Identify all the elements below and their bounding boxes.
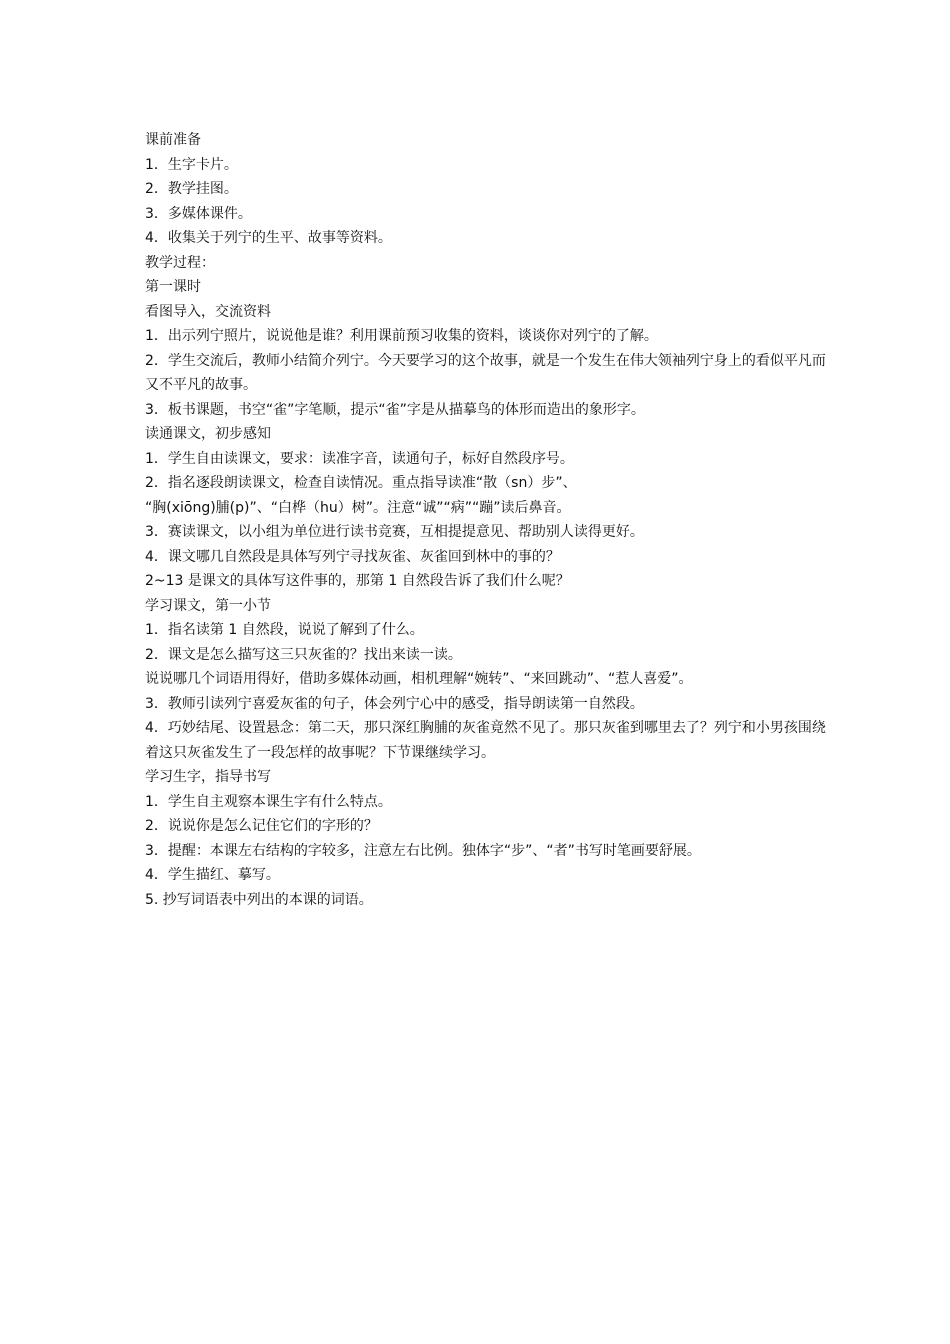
subheading-writing: 学习生字，指导书写 <box>145 769 271 785</box>
writing-item-2: 2．说说你是怎么记住它们的字形的？ <box>145 818 378 834</box>
subheading-reading: 读通课文，初步感知 <box>145 426 271 442</box>
reading-item-3: 3．赛读课文，以小组为单位进行读书竞赛，互相提提意见、帮助别人读得更好。 <box>145 524 644 540</box>
intro-item-3: 3．板书课题，书空“雀”字笔顺，提示“雀”字是从描摹鸟的体形而造出的象形字。 <box>145 401 645 418</box>
reading-item-2: 2．指名逐段朗读课文，检查自读情况。重点指导读准“散（sn）步”、 <box>145 475 577 491</box>
writing-item-3: 3．提醒：本课左右结构的字较多，注意左右比例。独体字“步”、“者”书写时笔画要舒展。 <box>145 842 701 859</box>
writing-item-5: 5. 抄写词语表中列出的本课的词语。 <box>145 891 373 908</box>
prep-item-4: 4．收集关于列宁的生平、故事等资料。 <box>145 230 392 246</box>
prep-item-3: 3．多媒体课件。 <box>145 205 252 222</box>
lesson-heading-first: 第一课时 <box>145 279 201 295</box>
document-body <box>145 128 835 912</box>
study-item-4: 4．巧妙结尾、设置悬念：第二天，那只深红胸脯的灰雀竟然不见了。那只灰雀到哪里去了？列宁和小男孩围绕着这只灰雀发生了一段怎样的故事呢？下节课继续学习。 <box>145 720 826 761</box>
prep-item-1: 1．生字卡片。 <box>145 156 238 173</box>
study-item-2-cont: 说说哪几个词语用得好，借助多媒体动画，相机理解“婉转”、“来回跳动”、“惹人喜爱”。 <box>145 671 693 687</box>
reading-item-4-cont: 2~13 是课文的具体写这件事的，那第 1 自然段告诉了我们什么呢？ <box>145 573 570 589</box>
writing-item-4: 4．学生描红、摹写。 <box>145 867 280 883</box>
reading-item-4: 4．课文哪几自然段是具体写列宁寻找灰雀、灰雀回到林中的事的？ <box>145 548 560 565</box>
reading-item-2-cont: “胸(xiōng)脯(p)”、“白桦（hu）树”。注意“诚”“病”“蹦”读后鼻音。 <box>145 499 571 516</box>
study-item-2: 2．课文是怎么描写这三只灰雀的？找出来读一读。 <box>145 646 462 663</box>
subheading-study: 学习课文，第一小节 <box>145 597 271 614</box>
section-heading-preparation: 课前准备 <box>145 132 201 148</box>
study-item-3: 3．教师引读列宁喜爱灰雀的句子，体会列宁心中的感受，指导朗读第一自然段。 <box>145 695 644 712</box>
section-heading-process: 教学过程： <box>145 254 215 271</box>
intro-item-1: 1．出示列宁照片，说说他是谁？利用课前预习收集的资料，谈谈你对列宁的了解。 <box>145 328 658 344</box>
study-item-1: 1．指名读第 1 自然段，说说了解到了什么。 <box>145 622 424 638</box>
subheading-intro: 看图导入，交流资料 <box>145 303 271 320</box>
writing-item-1: 1．学生自主观察本课生字有什么特点。 <box>145 793 392 810</box>
prep-item-2: 2．教学挂图。 <box>145 181 238 197</box>
intro-item-2: 2．学生交流后，教师小结简介列宁。今天要学习的这个故事，就是一个发生在伟大领袖列宁身上的看似平凡而又不平凡的故事。 <box>145 352 826 393</box>
reading-item-1: 1．学生自由读课文，要求：读准字音，读通句子，标好自然段序号。 <box>145 450 574 467</box>
